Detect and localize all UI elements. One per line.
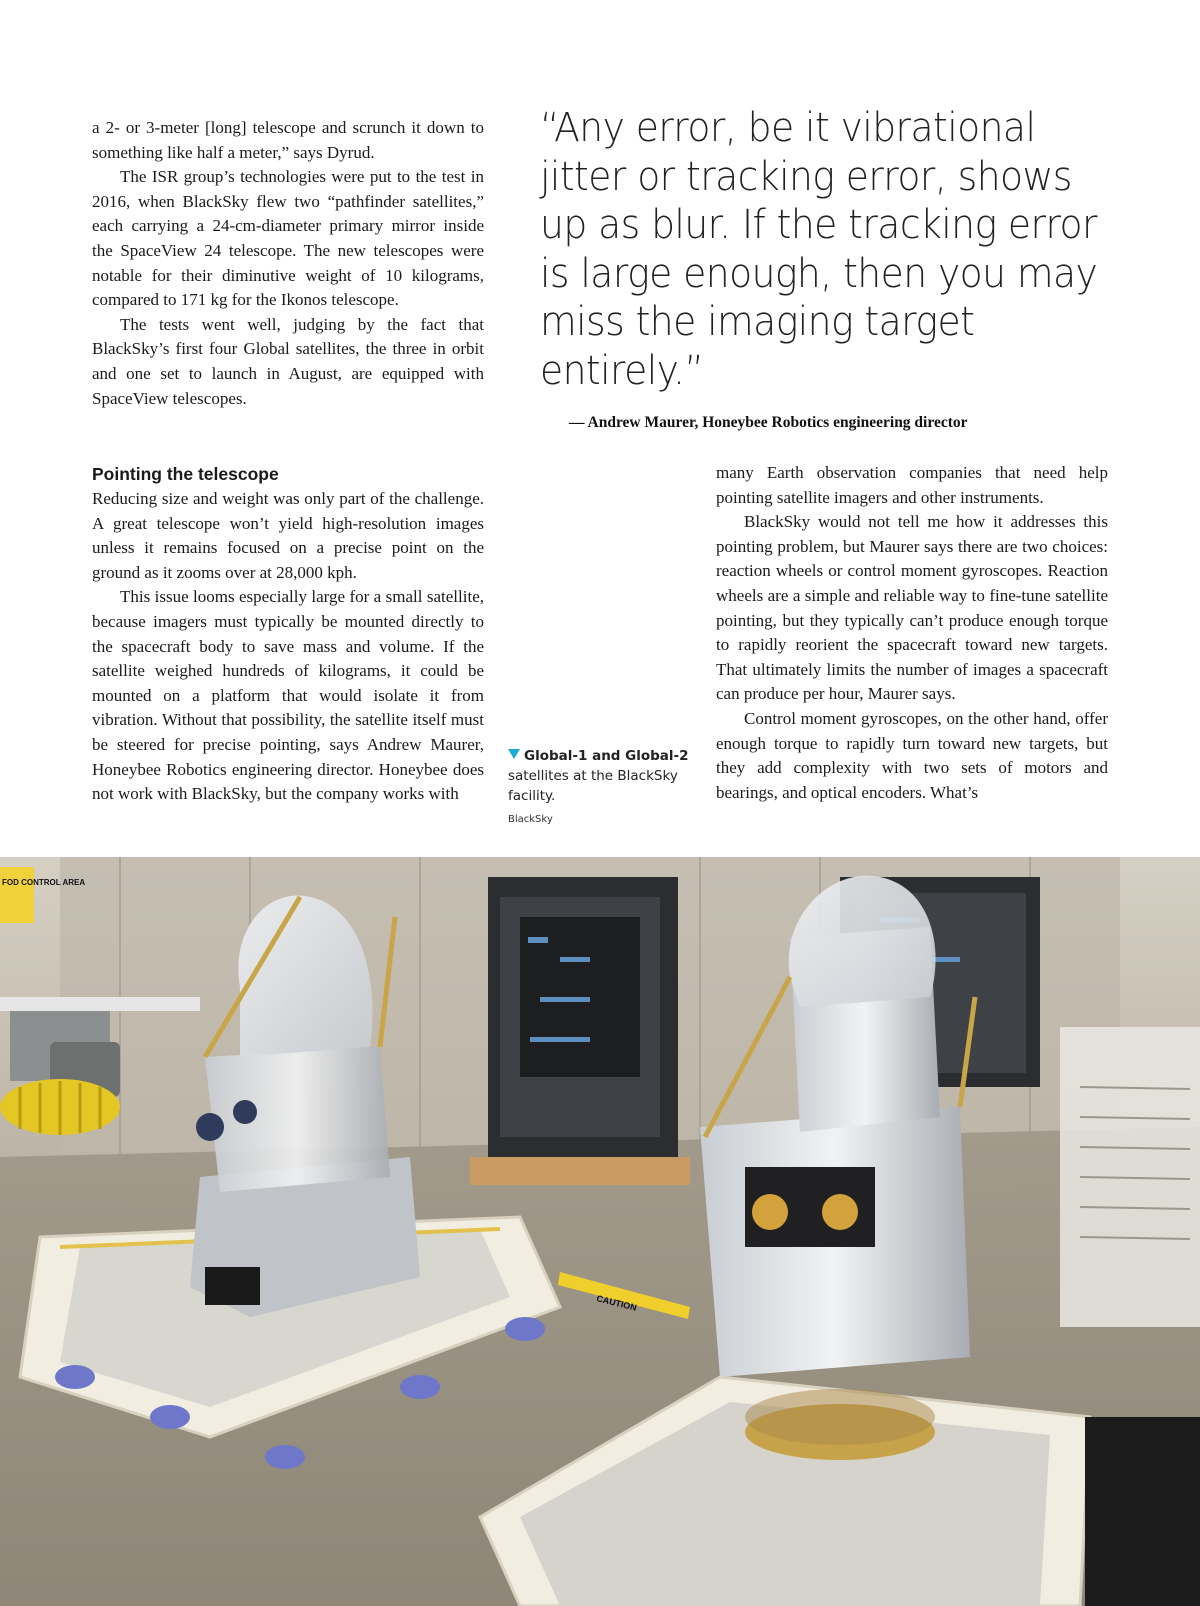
pull-quote: “Any error, be it vibrational jitter or tracking error, shows up as blur. If the tracking error is large enough, then you may miss the imaging target entirely.”: [540, 103, 1098, 394]
section-heading: Pointing the telescope: [92, 464, 279, 484]
section-paragraph-4: BlackSky would not tell me how it addresses this pointing problem, but Maurer says there are two choices: reaction wheels or control moment gyroscopes. Reaction wheels are a simple and reliable way to fine-tune satellite pointing, but they typically can’t produce enough torque to rapidly reorient the spacecraft toward new targets. That ultimately limits the number of images a spacecraft can produce per hour, Maurer says.: [716, 512, 1108, 704]
intro-column: [92, 116, 484, 411]
fod-sign: [0, 867, 34, 923]
section-paragraph-1: Reducing size and weight was only part of the challenge. A great telescope won’t yield high-resolution images unless it remains focused on a precise point on the ground as it zooms over at 28,000 kph.: [92, 489, 484, 582]
photo-credit: BlackSky: [508, 814, 553, 825]
intro-paragraph-2: The ISR group’s technologies were put to the test in 2016, when BlackSky flew two “pathfinder satellites,” each carrying a 24-cm-diameter primary mirror inside the SpaceView 24 telescope. The new telescopes were notable for their diminutive weight of 10 kilograms, compared to 171 kg for the Ikonos telescope.: [92, 167, 484, 310]
caption-triangle-icon: [508, 749, 520, 759]
yellow-duct: [0, 1079, 120, 1135]
caution-tape-text: CAUTION: [595, 1293, 638, 1313]
photo-caption: [508, 746, 708, 828]
equipment-rack-left: [470, 877, 690, 1185]
intro-paragraph-1: a 2- or 3-meter [long] telescope and scrunch it down to something like half a meter,” says Dyrud.: [92, 118, 484, 162]
intro-paragraph-3: The tests went well, judging by the fact that BlackSky’s first four Global satellites, the three in orbit and one set to launch in August, are equipped with SpaceView telescopes.: [92, 314, 484, 408]
photo-illustration: [0, 857, 1200, 1606]
section-paragraph-5: Control moment gyroscopes, on the other hand, offer enough torque to rapidly turn toward new targets, but they add complexity with two sets of motors and bearings, and optical encoders. What’s: [716, 708, 1108, 802]
satellites-photo: [0, 857, 1200, 1606]
caption-text: satellites at the BlackSky facility.: [508, 768, 678, 804]
section-right-column: [716, 461, 1108, 805]
pull-quote-attribution: — Andrew Maurer, Honeybee Robotics engineering director: [569, 414, 968, 431]
section-left-column: [92, 461, 484, 807]
caption-title: Global-1 and Global-2: [524, 748, 689, 764]
section-paragraph-2: This issue looms especially large for a small satellite, because imagers must typically be mounted directly to the spacecraft body to save mass and volume. If the satellite weighed hundreds of kilograms, it could be mounted on a platform that would isolate it from vibration. Without that possibility, the satellite itself must be steered for precise pointing, says Andrew Maurer, Honeybee Robotics engineering director. Honeybee does not work with BlackSky, but the company works with: [92, 587, 484, 804]
section-paragraph-3: many Earth observation companies that need help pointing satellite imagers and other instruments.: [716, 463, 1108, 507]
camera-device: [1085, 1417, 1200, 1606]
fod-sign-text: FOD CONTROL AREA: [2, 878, 86, 887]
